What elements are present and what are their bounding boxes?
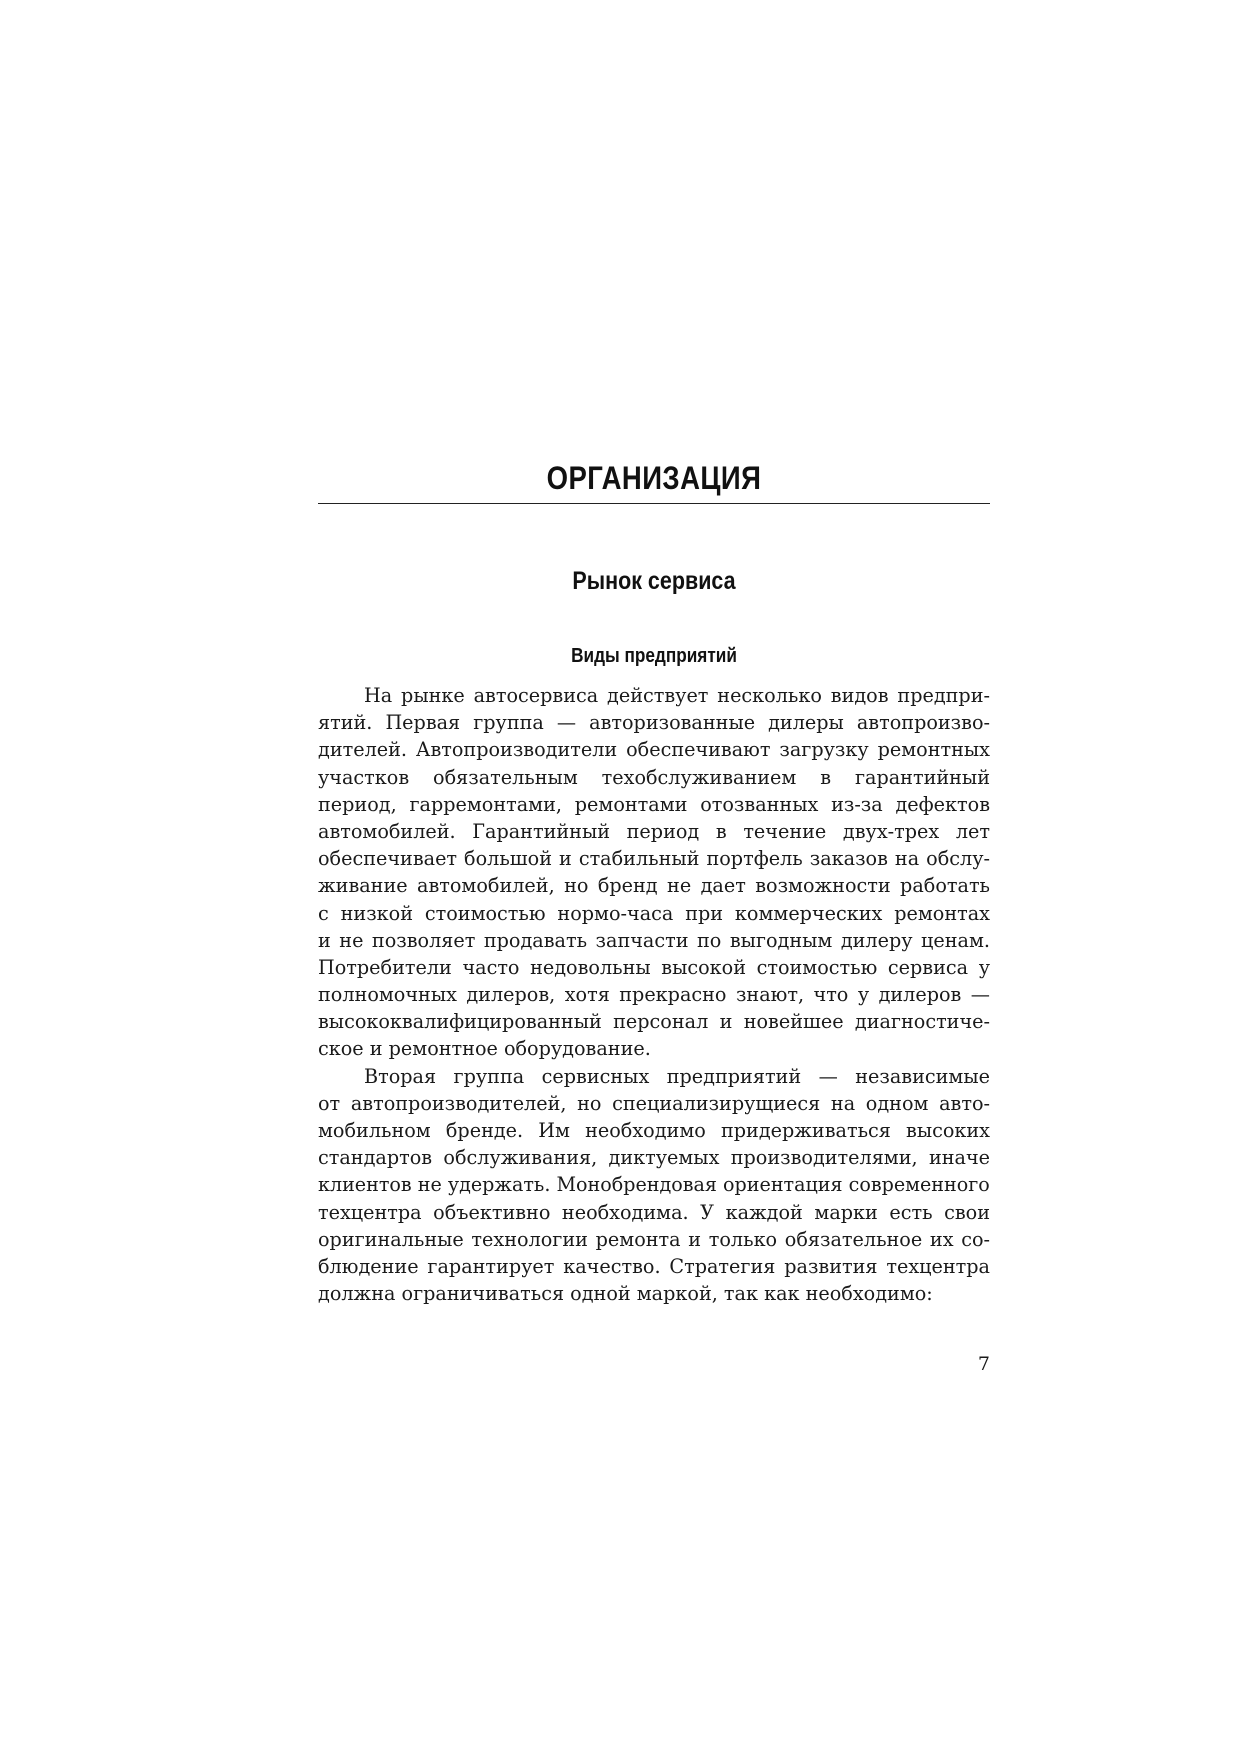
section-title: Рынок сервиса bbox=[572, 567, 736, 595]
text-line: автомобилей. Гарантийный период в течение двух-трех лет bbox=[318, 819, 990, 843]
text-line: период, гарремонтами, ремонтами отозванных из-за дефектов bbox=[318, 792, 990, 816]
text-line: Потребители часто недовольны высокой стоимостью сервиса у bbox=[318, 955, 990, 979]
body-text bbox=[318, 682, 990, 1307]
text-line: ятий. Первая группа — авторизованные дилеры автопроизво- bbox=[318, 711, 990, 735]
chapter-title-rule bbox=[318, 503, 990, 504]
text-line: техцентра объективно необходима. У каждой марки есть свои bbox=[318, 1200, 990, 1224]
text-line: мобильном бренде. Им необходимо придерживаться высоких bbox=[318, 1119, 990, 1142]
text-line: На рынке автосервиса действует несколько видов предпри- bbox=[364, 684, 990, 707]
text-line: клиентов не удержать. Монобрендовая ориентация современного bbox=[318, 1173, 990, 1197]
text-line: стандартов обслуживания, диктуемых производителями, иначе bbox=[318, 1146, 990, 1170]
subsection-title: Виды предприятий bbox=[571, 645, 737, 667]
text-line: живание автомобилей, но бренд не дает возможности работать bbox=[318, 874, 990, 898]
text-line: блюдение гарантирует качество. Стратегия развития техцентра bbox=[318, 1254, 990, 1278]
chapter-title: ОРГАНИЗАЦИЯ bbox=[546, 460, 762, 496]
text-line: обеспечивает большой и стабильный портфель заказов на обслу- bbox=[318, 847, 990, 871]
paragraph-1 bbox=[318, 682, 990, 1063]
text-line: участков обязательным техобслуживанием в гарантийный bbox=[318, 765, 990, 789]
text-line: и не позволяет продавать запчасти по выгодным дилеру ценам. bbox=[318, 928, 990, 952]
text-line: полномочных дилеров, хотя прекрасно знают, что у дилеров — bbox=[318, 983, 990, 1007]
text-line: от автопроизводителей, но специализирущиеся на одном авто- bbox=[318, 1091, 990, 1115]
text-line: ское и ремонтное оборудование. bbox=[318, 1037, 651, 1061]
text-line: Вторая группа сервисных предприятий — независимые bbox=[364, 1064, 990, 1088]
text-line: оригинальные технологии ремонта и только обязательное их со- bbox=[318, 1227, 990, 1251]
text-line: с низкой стоимостью нормо-часа при коммерческих ремонтах bbox=[318, 901, 990, 925]
paragraph-2 bbox=[318, 1063, 990, 1308]
text-line: высококвалифицированный персонал и новейшее диагностиче- bbox=[318, 1010, 990, 1034]
text-line: дителей. Автопроизводители обеспечивают загрузку ремонтных bbox=[318, 738, 990, 762]
page-number: 7 bbox=[977, 1353, 990, 1375]
text-line: должна ограничиваться одной маркой, так как необходимо: bbox=[318, 1282, 933, 1306]
